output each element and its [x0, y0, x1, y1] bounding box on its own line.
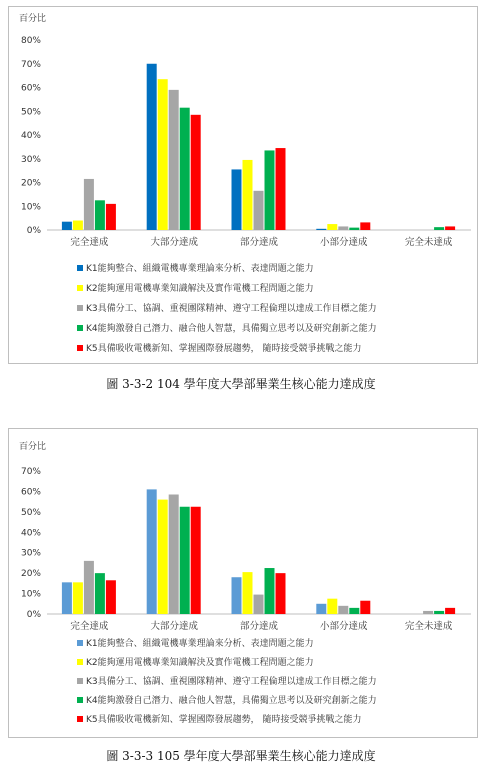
- bar-4-1: [95, 200, 105, 230]
- x-tick-label: 完全未達成: [404, 237, 453, 248]
- x-tick-label: 完全達成: [70, 621, 109, 632]
- legend-swatch: [77, 305, 83, 311]
- bar-2-4: [327, 599, 337, 614]
- bar-2-2: [158, 500, 168, 614]
- bar-2-2: [158, 79, 168, 230]
- legend-item: K1能夠整合、組織電機專業理論來分析、表達問題之能力: [86, 264, 314, 274]
- x-tick-label: 完全未達成: [404, 621, 453, 632]
- y-tick-label: 50%: [20, 507, 41, 518]
- legend-swatch: [77, 265, 83, 271]
- legend-swatch: [77, 678, 83, 684]
- bar-2-3: [243, 160, 253, 230]
- bar-1-2: [147, 489, 157, 614]
- y-axis-title: 百分比: [19, 442, 47, 452]
- bar-1-1: [62, 222, 72, 230]
- bar-3-3: [254, 595, 264, 614]
- y-tick-label: 70%: [20, 59, 41, 70]
- bar-2-1: [73, 582, 83, 614]
- bar-5-4: [360, 601, 370, 614]
- bar-1-3: [232, 577, 242, 614]
- y-tick-label: 50%: [20, 107, 41, 118]
- y-tick-label: 10%: [20, 202, 41, 213]
- legend-item: K1能夠整合、組織電機專業理論來分析、表達問題之能力: [86, 639, 314, 649]
- legend-item: K4能夠激發自己潛力、融合他人智慧，具備獨立思考以及研究創新之能力: [86, 324, 377, 334]
- bar-4-3: [265, 150, 275, 230]
- y-tick-label: 20%: [20, 569, 41, 580]
- bar-1-4: [316, 229, 326, 230]
- bar-3-3: [254, 191, 264, 230]
- bar-5-5: [445, 226, 455, 230]
- bar-4-1: [95, 573, 105, 614]
- bar-1-2: [147, 64, 157, 230]
- x-tick-label: 部分達成: [239, 237, 279, 248]
- bar-1-4: [316, 604, 326, 614]
- bar-5-3: [276, 573, 286, 614]
- bar-2-3: [243, 572, 253, 614]
- bar-4-5: [434, 227, 444, 230]
- bar-3-2: [169, 494, 179, 614]
- legend-swatch: [77, 659, 83, 665]
- bar-4-3: [265, 568, 275, 614]
- y-tick-label: 60%: [20, 83, 41, 94]
- chart-caption-104: 圖 3-3-2 104 學年度大學部畢業生核心能力達成度: [106, 377, 376, 391]
- chart-panel-104: [8, 6, 478, 364]
- bar-4-4: [349, 228, 359, 230]
- y-tick-label: 70%: [20, 467, 41, 477]
- chart-104: [9, 7, 477, 363]
- y-tick-label: 10%: [20, 589, 41, 600]
- bar-5-1: [106, 580, 116, 614]
- legend-swatch: [77, 285, 83, 291]
- y-tick-label: 60%: [20, 487, 41, 498]
- bar-5-1: [106, 204, 116, 230]
- legend-swatch: [77, 697, 83, 703]
- bar-1-3: [232, 169, 242, 230]
- x-tick-label: 大部分達成: [150, 621, 198, 632]
- legend-swatch: [77, 716, 83, 722]
- chart-panel-105: [8, 428, 478, 738]
- y-axis-title: 百分比: [19, 14, 47, 24]
- legend-item: K5具備吸收電機新知、掌握國際發展趨勢， 隨時接受競爭挑戰之能力: [86, 344, 362, 354]
- bar-4-2: [180, 507, 190, 614]
- bar-2-1: [73, 221, 83, 231]
- bar-4-5: [434, 611, 444, 614]
- legend-swatch: [77, 345, 83, 351]
- chart-105: [9, 429, 477, 737]
- y-tick-label: 30%: [20, 154, 41, 165]
- bar-3-4: [338, 226, 348, 230]
- y-tick-label: 40%: [20, 528, 41, 539]
- bar-3-1: [84, 179, 94, 230]
- bar-2-4: [327, 224, 337, 230]
- bar-4-4: [349, 608, 359, 614]
- x-tick-label: 小部分達成: [320, 237, 368, 248]
- legend-item: K2能夠運用電機專業知識解決及實作電機工程問題之能力: [86, 658, 314, 668]
- y-tick-label: 80%: [20, 36, 41, 46]
- x-tick-label: 完全達成: [70, 237, 109, 248]
- y-tick-label: 0%: [26, 610, 41, 620]
- bar-5-3: [276, 148, 286, 230]
- bar-1-1: [62, 582, 72, 614]
- x-tick-label: 大部分達成: [150, 237, 198, 248]
- x-tick-label: 部分達成: [239, 621, 279, 632]
- bar-5-2: [191, 115, 201, 230]
- bar-3-4: [338, 606, 348, 614]
- legend-item: K3具備分工、協調、重視團隊精神、遵守工程倫理以達成工作目標之能力: [86, 304, 377, 314]
- bar-5-4: [360, 222, 370, 230]
- y-tick-label: 30%: [20, 548, 41, 559]
- legend-swatch: [77, 325, 83, 331]
- x-tick-label: 小部分達成: [320, 621, 368, 632]
- bar-3-1: [84, 561, 94, 614]
- y-tick-label: 20%: [20, 178, 41, 189]
- bar-3-5: [423, 611, 433, 614]
- y-tick-label: 0%: [26, 226, 41, 236]
- legend-item: K4能夠激發自己潛力、融合他人智慧，具備獨立思考以及研究創新之能力: [86, 696, 377, 706]
- bar-5-5: [445, 608, 455, 614]
- legend-item: K2能夠運用電機專業知識解決及實作電機工程問題之能力: [86, 284, 314, 294]
- chart-caption-105: 圖 3-3-3 105 學年度大學部畢業生核心能力達成度: [106, 749, 376, 763]
- legend-item: K5具備吸收電機新知、掌握國際發展趨勢， 隨時接受競爭挑戰之能力: [86, 715, 362, 725]
- bar-5-2: [191, 507, 201, 614]
- legend-item: K3具備分工、協調、重視團隊精神、遵守工程倫理以達成工作目標之能力: [86, 677, 377, 687]
- legend-swatch: [77, 640, 83, 646]
- bar-4-2: [180, 108, 190, 230]
- y-tick-label: 40%: [20, 131, 41, 141]
- bar-3-2: [169, 90, 179, 230]
